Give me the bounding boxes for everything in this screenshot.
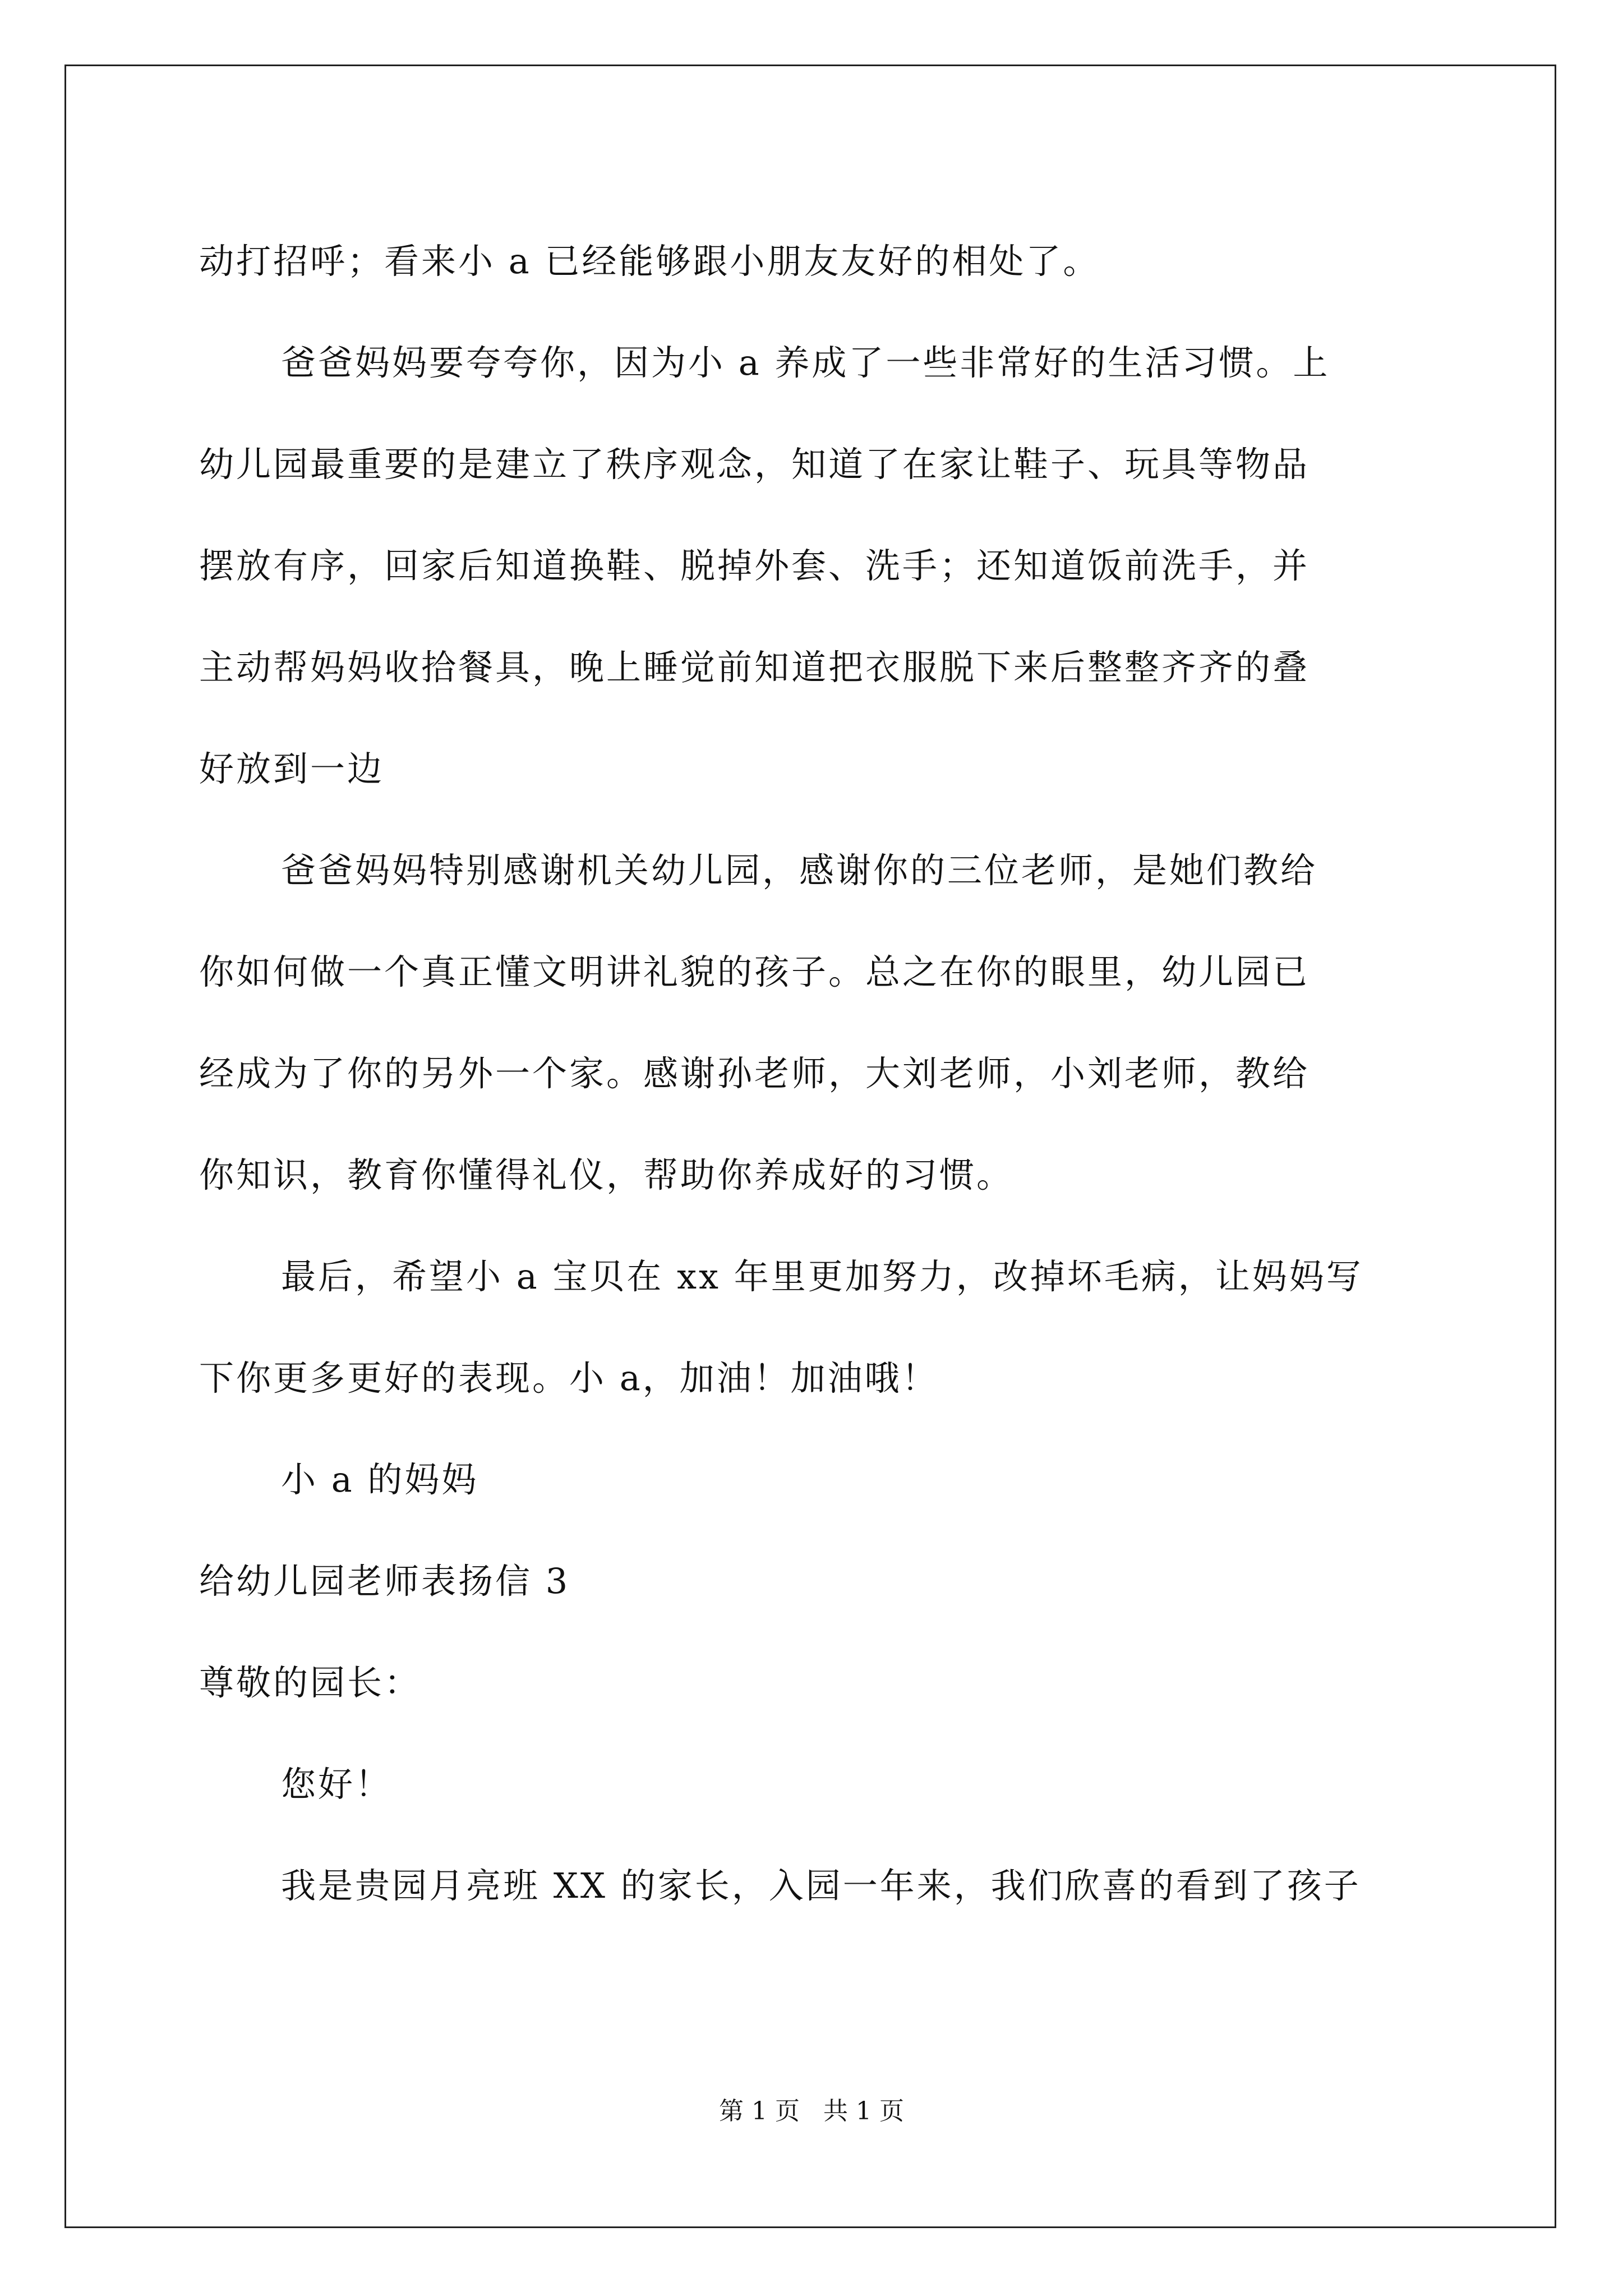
text-line: 动打招呼；看来小 a 已经能够跟小朋友友好的相处了。 [199, 241, 1100, 282]
text-line: 你知识，教育你懂得礼仪，帮助你养成好的习惯。 [199, 1154, 1014, 1195]
text-line: 经成为了你的另外一个家。感谢孙老师，大刘老师，小刘老师，教给 [199, 1053, 1310, 1094]
section-title: 给幼儿园老师表扬信 3 [199, 1561, 570, 1602]
signature-line: 小 a 的妈妈 [281, 1459, 479, 1500]
text-line: 摆放有序，回家后知道换鞋、脱掉外套、洗手；还知道饭前洗手，并 [199, 545, 1310, 586]
text-line: 爸爸妈妈要夸夸你，因为小 a 养成了一些非常好的生活习惯。上 [281, 342, 1330, 383]
text-line: 主动帮妈妈收拾餐具，晚上睡觉前知道把衣服脱下来后整整齐齐的叠 [199, 647, 1310, 688]
document-body [199, 210, 1427, 1936]
text-line: 最后，希望小 a 宝贝在 xx 年里更加努力，改掉坏毛病，让妈妈写 [281, 1256, 1363, 1297]
page-number-footer: 第 1 页 共 1 页 [719, 2097, 904, 2125]
text-line: 幼儿园最重要的是建立了秩序观念，知道了在家让鞋子、玩具等物品 [199, 444, 1310, 485]
text-line: 我是贵园月亮班 XX 的家长，入园一年来，我们欣喜的看到了孩子 [281, 1865, 1361, 1906]
text-line: 你如何做一个真正懂文明讲礼貌的孩子。总之在你的眼里，幼儿园已 [199, 951, 1310, 992]
text-line: 好放到一边 [199, 748, 385, 789]
salutation: 尊敬的园长： [199, 1662, 422, 1703]
text-line: 爸爸妈妈特别感谢机关幼儿园，感谢你的三位老师，是她们教给 [281, 850, 1318, 891]
text-line: 下你更多更好的表现。小 a，加油！加油哦！ [199, 1358, 939, 1398]
greeting: 您好！ [281, 1764, 393, 1805]
